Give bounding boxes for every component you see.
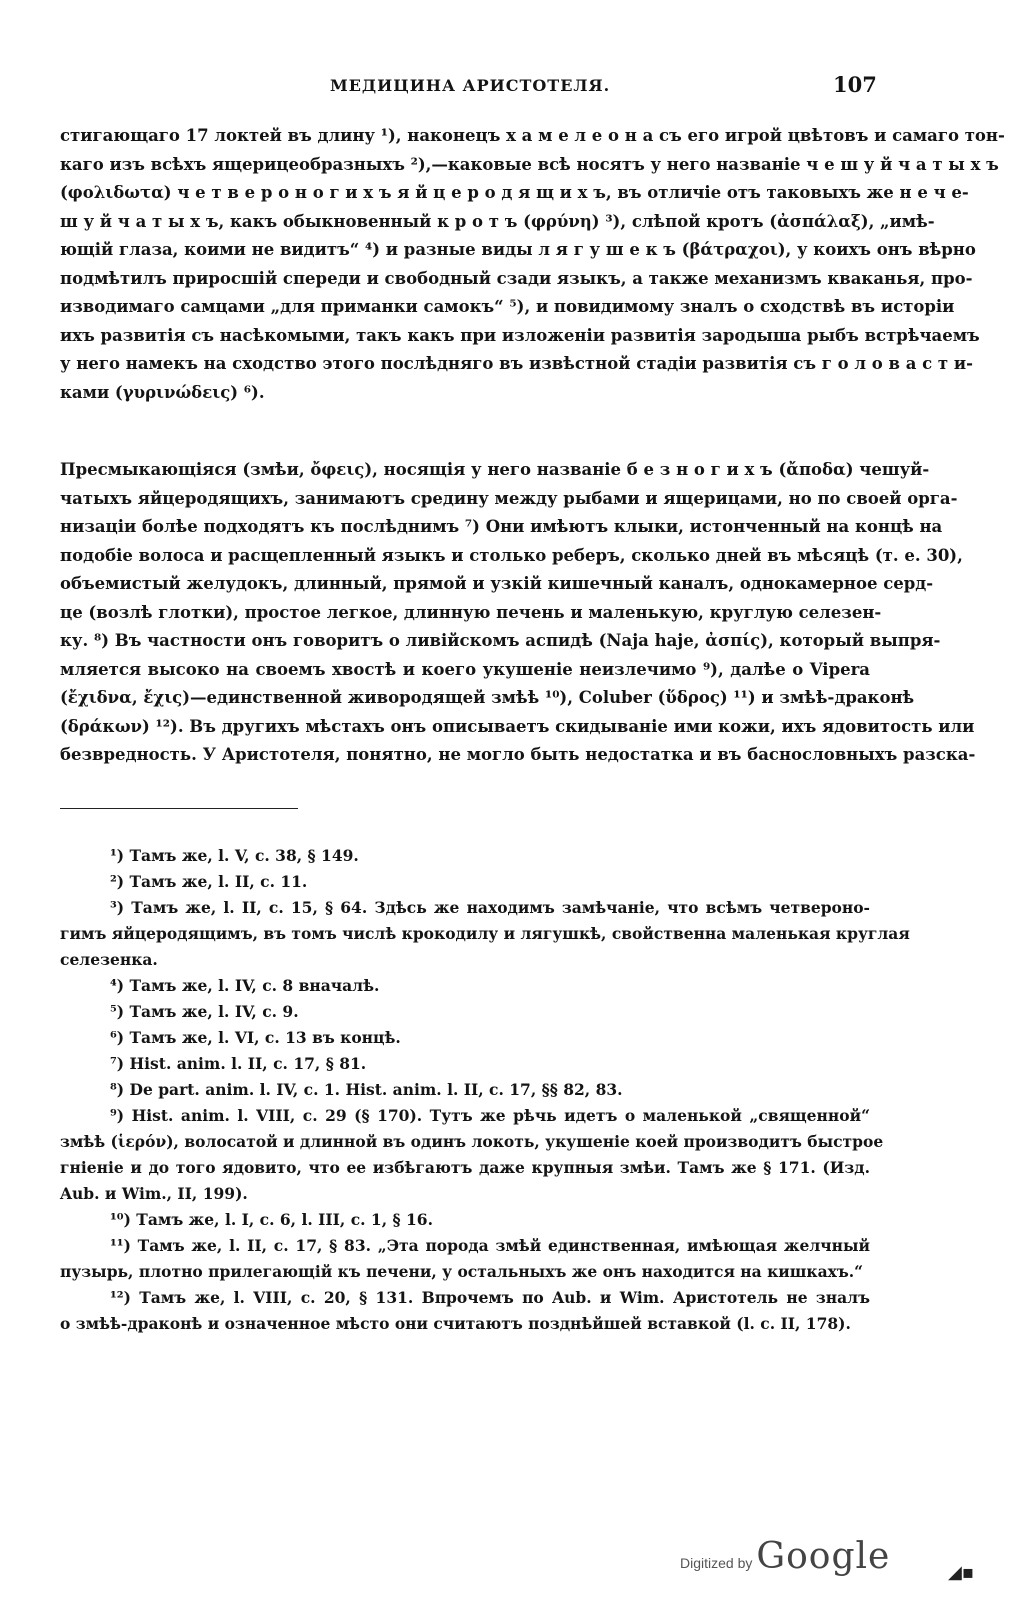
digitized-watermark bbox=[680, 1537, 890, 1577]
text-line: ющій глаза, коими не видитъ“ ⁴) и разные виды л я г у ш е к ъ (βάτραχοι), у коихъ онъ вѣрно bbox=[60, 240, 976, 259]
text-line: подмѣтилъ приросшій спереди и свободный сзади языкъ, а также механизмъ кваканья, про- bbox=[60, 268, 973, 288]
footnote bbox=[60, 1025, 870, 1051]
footnote bbox=[60, 1285, 870, 1337]
text-line: каго изъ всѣхъ ящерицеобразныхъ ²),—каковые всѣ носятъ у него названіе ч е ш у й ч а т ы х ъ bbox=[60, 154, 999, 174]
digitized-by-text: Digitized by bbox=[680, 1555, 753, 1571]
footnote-line: селезенка. bbox=[60, 950, 158, 969]
text-line: изводимаго самцами „для приманки самокъ“ ⁵), и повидимому зналъ о сходствѣ въ исторіи bbox=[60, 297, 955, 316]
footnote bbox=[60, 999, 870, 1025]
footnote-line: ¹¹) Тамъ же, l. II, c. 17, § 83. „Эта порода змѣй единственная, имѣющая желчный bbox=[110, 1236, 870, 1255]
footnote-line: ⁸) De part. anim. l. IV, c. 1. Hist. anim. l. II, c. 17, §§ 82, 83. bbox=[110, 1080, 623, 1099]
footnote-line: ¹⁰) Тамъ же, l. I, c. 6, l. III, c. 1, § 16. bbox=[110, 1210, 433, 1229]
text-line: (φολιδωτα) ч е т в е р о н о г и х ъ я й ц е р о д я щ и х ъ, въ отличіе отъ таковыхъ же н е ч е- bbox=[60, 183, 969, 202]
text-line: у него намекъ на сходство этого послѣдняго въ извѣстной стадіи развитія съ г о л о в а с т и- bbox=[60, 354, 973, 373]
footnote-line: ²) Тамъ же, l. II, c. 11. bbox=[110, 872, 308, 891]
google-logo: Google bbox=[756, 1536, 891, 1577]
footnote-line: ¹²) Тамъ же, l. VIII, c. 20, § 131. Впрочемъ по Aub. и Wim. Аристотель не зналъ bbox=[110, 1288, 870, 1307]
text-line: чатыхъ яйцеродящихъ, занимаютъ средину между рыбами и ящерицами, но по своей орга- bbox=[60, 488, 958, 508]
page-number: 107 bbox=[833, 72, 877, 97]
text-line: мляется высоко на своемъ хвостѣ и коего укушеніе неизлечимо ⁹), далѣе о Vipera bbox=[60, 659, 870, 679]
scan-mark-icon: ◢▪ bbox=[948, 1562, 975, 1583]
paragraph-1 bbox=[60, 122, 1005, 407]
footnote bbox=[60, 1233, 870, 1285]
text-line: Пресмыкающіяся (змѣи, ὄφεις), носящія у него названіе б е з н о г и х ъ (ἄποδα) чешуй- bbox=[60, 460, 930, 479]
footnote bbox=[60, 1207, 870, 1233]
footnote bbox=[60, 843, 870, 869]
text-line: низаціи болѣе подходятъ къ послѣднимъ ⁷) Они имѣютъ клыки, истонченный на концѣ на bbox=[60, 517, 943, 536]
text-line: безвредность. У Аристотеля, понятно, не могло быть недостатка и въ баснословныхъ разска- bbox=[60, 745, 976, 764]
footnote-line: ⁷) Hist. anim. l. II, c. 17, § 81. bbox=[110, 1054, 367, 1073]
footnote-line: о змѣѣ-драконѣ и означенное мѣсто они считаютъ позднѣйшей вставкой (l. c. II, 178). bbox=[60, 1314, 851, 1333]
paragraph-2 bbox=[60, 456, 976, 770]
text-line: ку. ⁸) Въ частности онъ говоритъ о ливійскомъ аспидѣ (Naja haje, ἀσπίς), который выпря- bbox=[60, 631, 941, 650]
footnote bbox=[60, 1077, 870, 1103]
footnote bbox=[60, 869, 870, 895]
text-line: подобіе волоса и расщепленный языкъ и столько реберъ, сколько дней въ мѣсяцѣ (т. е. 30), bbox=[60, 545, 963, 565]
footnote-line: гимъ яйцеродящимъ, въ томъ числѣ крокодилу и лягушкѣ, свойственна маленькая круглая bbox=[60, 924, 910, 943]
footnote-line: ⁶) Тамъ же, l. VI, c. 13 въ концѣ. bbox=[110, 1028, 401, 1047]
footnote-line: ¹) Тамъ же, l. V, c. 38, § 149. bbox=[110, 846, 359, 865]
text-line: (ἔχιδνα, ἔχις)—единственной живородящей змѣѣ ¹⁰), Coluber (ὕδρος) ¹¹) и змѣѣ-драконѣ bbox=[60, 688, 915, 707]
text-line: стигающаго 17 локтей въ длину ¹), наконецъ х а м е л е о н а съ его игрой цвѣтовъ и самаго тон- bbox=[60, 126, 1005, 145]
text-line: (δράκων) ¹²). Въ другихъ мѣстахъ онъ описываетъ скидываніе ими кожи, ихъ ядовитость или bbox=[60, 716, 975, 736]
text-line: це (возлѣ глотки), простое легкое, длинную печень и маленькую, круглую селезен- bbox=[60, 602, 882, 622]
text-line: ками (γυρινώδεις) ⁶). bbox=[60, 382, 265, 402]
footnote-line: змѣѣ (ἱερόν), волосатой и длинной въ одинъ локоть, укушеніе коей производитъ быстрое bbox=[60, 1132, 884, 1151]
text-line: ш у й ч а т ы х ъ, какъ обыкновенный к р о т ъ (φρύνη) ³), слѣпой кротъ (ἀσπάλαξ), „имѣ- bbox=[60, 211, 935, 231]
footnote bbox=[60, 1103, 884, 1207]
text-line: ихъ развитія съ насѣкомыми, такъ какъ при изложеніи развитія зародыша рыбъ встрѣчаемъ bbox=[60, 325, 980, 345]
running-head: МЕДИЦИНА АРИСТОТЕЛЯ. bbox=[330, 76, 611, 95]
footnote-line: ⁵) Тамъ же, l. IV, c. 9. bbox=[110, 1002, 299, 1021]
footnote bbox=[60, 895, 910, 973]
text-line: объемистый желудокъ, длинный, прямой и узкій кишечный каналъ, однокамерное серд- bbox=[60, 574, 934, 593]
footnote-line: ³) Тамъ же, l. II, c. 15, § 64. Здѣсь же находимъ замѣчаніе, что всѣмъ четвероно- bbox=[110, 898, 870, 917]
footnote bbox=[60, 1051, 870, 1077]
footnote-rule bbox=[60, 808, 298, 809]
footnotes bbox=[60, 843, 910, 1337]
footnote-line: Aub. и Wim., II, 199). bbox=[60, 1184, 248, 1203]
footnote-line: ⁴) Тамъ же, l. IV, c. 8 вначалѣ. bbox=[110, 976, 380, 995]
footnote-line: ⁹) Hist. anim. l. VIII, c. 29 (§ 170). Тутъ же рѣчь идетъ о маленькой „священной“ bbox=[110, 1106, 870, 1125]
footnote bbox=[60, 973, 870, 999]
footnote-line: пузырь, плотно прилегающій къ печени, у остальныхъ же онъ находится на кишкахъ.“ bbox=[60, 1262, 864, 1281]
footnote-line: гніеніе и до того ядовито, что ее избѣгаютъ даже крупныя змѣи. Тамъ же § 171. (Изд. bbox=[60, 1158, 870, 1177]
